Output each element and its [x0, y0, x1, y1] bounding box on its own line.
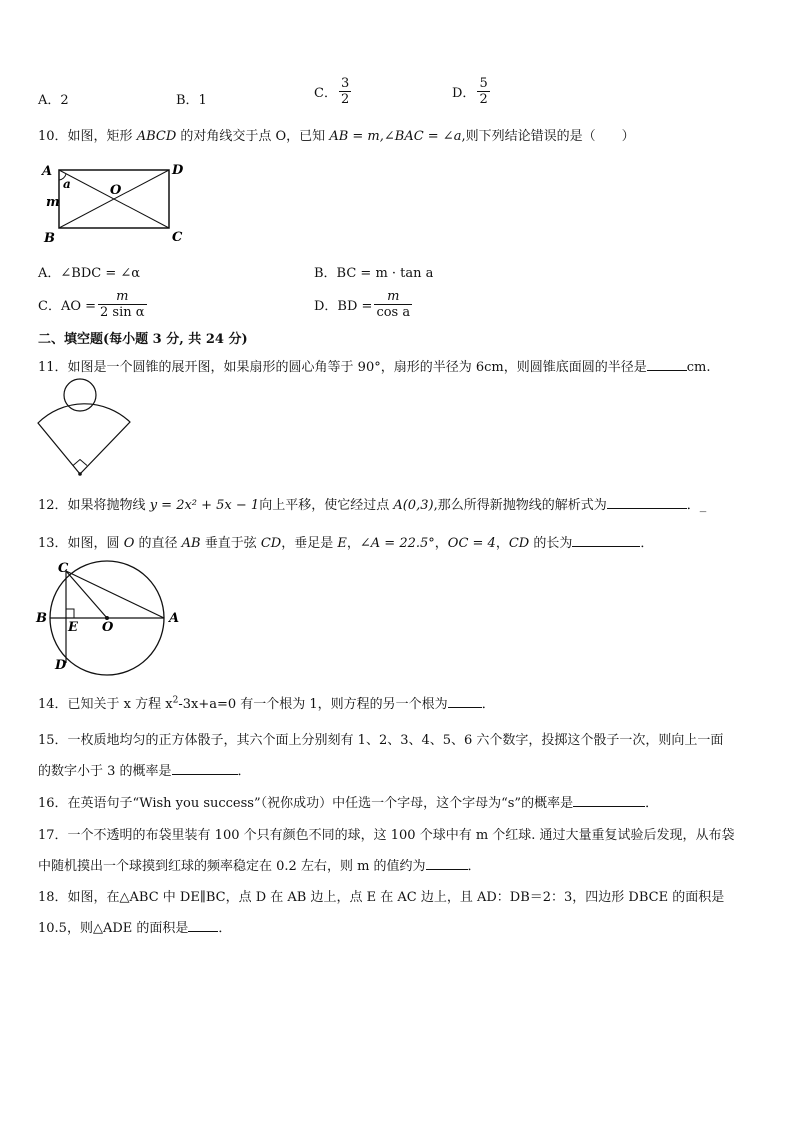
q13-mid4: ，: [346, 536, 360, 551]
q11-cone-net-figure: [36, 376, 136, 478]
q17-end: ．: [467, 859, 481, 874]
q13-prefix: 13．如图，圆: [38, 536, 124, 551]
q9-option-c-fraction: [339, 76, 351, 107]
q14-answer-blank[interactable]: [448, 695, 482, 708]
q14-prefix: 14．已知关于 x 方程 x: [38, 697, 173, 712]
q10-option-b: B．BC = m · tan a: [314, 266, 434, 281]
q12-prefix: 12．如果将抛物线: [38, 498, 150, 513]
q16-stem: [38, 792, 658, 811]
right-angle-mark: [66, 609, 74, 618]
q12-answer-blank[interactable]: [607, 496, 687, 509]
q17-line2-text: 中随机摸出一个球摸到红球的频率稳定在 0.2 左右，则 m 的值约为: [38, 859, 426, 874]
q13-circle-figure: [32, 558, 192, 678]
q13-mid3: ，垂足是: [281, 536, 338, 551]
q17-line2: [38, 855, 481, 874]
q13-ab: AB: [181, 536, 201, 551]
q18-line1: 18．如图，在△ABC 中 DE∥BC，点 D 在 AB 边上，点 E 在 AC 边上，且 AD：DB＝2：3，四边形 DBCE 的面积是: [38, 890, 725, 905]
q13-end: ．: [640, 536, 654, 551]
label-c: C: [58, 561, 69, 576]
segment-ac: [66, 571, 164, 618]
q9-d-numerator: 5: [479, 76, 488, 91]
label-o: O: [110, 183, 122, 198]
q9-c-denominator: 2: [340, 92, 350, 107]
q9-option-d-fraction: [477, 76, 489, 107]
q18-line2-text: 10.5，则△ADE 的面积是: [38, 921, 189, 936]
label-alpha: a: [63, 177, 71, 191]
q18-line2: [38, 917, 231, 936]
q17-answer-blank[interactable]: [426, 857, 468, 870]
q14-superscript: 2: [172, 695, 179, 706]
right-angle-mark: [73, 460, 87, 466]
q11-unit: cm.: [686, 360, 711, 375]
q10-option-c-label: C．AO =: [38, 299, 97, 314]
q13-oc: OC = 4: [447, 536, 496, 551]
q13-mid1: 的直径: [134, 536, 182, 551]
q13-mid5: ，: [434, 536, 448, 551]
label-a: A: [169, 611, 180, 626]
q12-stem: [38, 494, 706, 513]
q10-mid: 的对角线交于点 O，已知: [176, 129, 330, 144]
q13-stem: [38, 532, 653, 551]
q14-end: ．: [481, 697, 495, 712]
q17-line1: 17．一个不透明的布袋里装有 100 个只有颜色不同的球，这 100 个球中有 m 个红球. 通过大量重复试验后发现，从布袋: [38, 828, 735, 843]
q9-option-a: A．2: [38, 93, 69, 108]
q9-d-denominator: 2: [479, 92, 488, 107]
q10-c-numerator: m: [98, 289, 147, 305]
q10-given: AB = m,∠BAC = ∠a: [329, 129, 462, 144]
q13-angle: ∠A = 22.5°: [359, 536, 435, 551]
q15-line1: 15．一枚质地均匀的正方体骰子，其六个面上分别刻有 1、2、3、4、5、6 六个数字，投掷这个骰子一次，则向上一面: [38, 733, 724, 748]
label-d: D: [172, 163, 184, 178]
q11-stem: [38, 356, 710, 375]
label-e: E: [68, 620, 78, 635]
label-a: A: [42, 164, 53, 179]
q13-cd: CD: [260, 536, 282, 551]
q13-e: E: [337, 536, 347, 551]
q10-option-d: [314, 289, 414, 320]
q9-c-numerator: 3: [340, 76, 350, 91]
q18-answer-blank[interactable]: [188, 919, 218, 932]
label-o: O: [102, 620, 114, 635]
q15-end: ．: [237, 764, 251, 779]
q14-suffix: -3x+a=0 有一个根为 1，则方程的另一个根为: [178, 697, 448, 712]
q10-rectangle-figure: [38, 158, 188, 250]
q10-option-a: A．∠BDC = ∠α: [38, 266, 141, 281]
q11-text: 11．如图是一个圆锥的展开图，如果扇形的圆心角等于 90°，扇形的半径为 6cm，则圆锥底面圆的半径是: [38, 360, 647, 375]
q10-option-c-fraction: [98, 289, 147, 320]
q10-c-denominator: 2 sin α: [100, 305, 145, 320]
q16-end: ．: [645, 796, 659, 811]
label-b: B: [44, 231, 55, 246]
q9-option-c: [314, 76, 353, 107]
q12-point: A(0,3): [393, 498, 434, 513]
q12-mid: 向上平移，使它经过点: [259, 498, 394, 513]
q9-option-c-label: C．: [314, 86, 337, 101]
q10-option-d-label: D．BD =: [314, 299, 373, 314]
q16-answer-blank[interactable]: [573, 794, 645, 807]
q10-option-d-fraction: [374, 289, 412, 320]
q10-suffix: ,则下列结论错误的是（ ）: [461, 129, 635, 144]
label-m: m: [46, 195, 60, 210]
q18-end: ．: [218, 921, 232, 936]
q13-mid6: ，: [495, 536, 509, 551]
q15-line2-text: 的数字小于 3 的概率是: [38, 764, 172, 779]
q13-o: O: [123, 536, 135, 551]
q15-answer-blank[interactable]: [172, 762, 238, 775]
q13-cd2: CD: [508, 536, 530, 551]
q13-suffix: 的长为: [529, 536, 573, 551]
segment-oc: [66, 571, 107, 618]
q15-line2: [38, 760, 251, 779]
label-c: C: [172, 230, 183, 245]
q14-stem: [38, 693, 495, 712]
sector-center-dot: [78, 472, 82, 476]
label-d: D: [55, 658, 67, 673]
q12-end: ．_: [686, 498, 707, 513]
q10-prefix: 10．如图，矩形: [38, 129, 137, 144]
q11-answer-blank[interactable]: [647, 358, 687, 371]
q10-stem: [38, 125, 635, 144]
q10-abcd: ABCD: [136, 129, 177, 144]
q13-answer-blank[interactable]: [572, 534, 640, 547]
q12-suffix: ,那么所得新抛物线的解析式为: [433, 498, 607, 513]
q16-text: 16．在英语句子“Wish you success”（祝你成功）中任选一个字母，这个字母为“s”的概率是: [38, 796, 574, 811]
label-b: B: [36, 611, 47, 626]
q12-expression: y = 2x² + 5x − 1: [149, 498, 260, 513]
q9-option-d: [452, 76, 492, 107]
q13-mid2: 垂直于弦: [200, 536, 261, 551]
q10-option-c: [38, 289, 149, 320]
q9-option-d-label: D．: [452, 86, 476, 101]
section-title-fill-in: 二、填空题(每小题 3 分, 共 24 分): [38, 332, 248, 347]
q9-option-b: B．1: [176, 93, 207, 108]
q10-d-denominator: cos a: [376, 305, 411, 320]
q10-d-numerator: m: [374, 289, 412, 305]
